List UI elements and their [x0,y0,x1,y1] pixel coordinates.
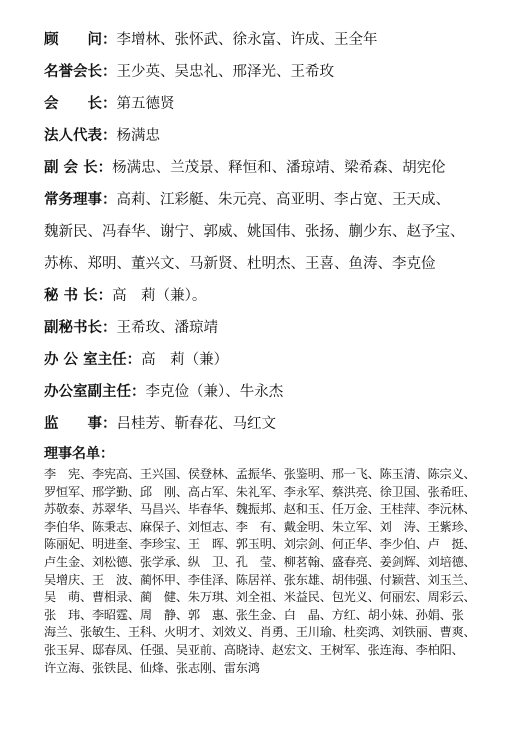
officer-role-label: 名誉会长： [44,64,117,80]
roster-title: 理事名单： [44,446,114,462]
officer-names: 高 莉（兼）。 [112,288,207,304]
officer-role-label: 秘 书 长： [44,288,113,304]
officer-row [44,222,514,242]
officer-names: 李克俭（兼）、牛永杰 [145,384,284,400]
roster-line: 吴 萌、曹相录、蔺 健、朱万琪、刘全祖、米益民、包光义、何丽宏、周彩云、 [44,590,476,605]
officer-names: 吕桂芳、靳春花、马红文 [116,416,276,432]
officer-role-label: 法人代表： [44,128,117,144]
roster-line: 苏敬泰、苏翠华、马昌兴、毕春华、魏振邦、赵和玉、任万金、王桂萍、李沅林、 [44,502,476,517]
officer-names: 杨满忠 [116,128,160,144]
officer-names: 高 莉（兼） [141,352,229,368]
row-gap [44,82,514,94]
row-gap [44,114,514,126]
row-gap [44,370,514,382]
row-gap [44,50,514,62]
officer-role-label: 顾 问： [44,32,117,48]
officer-role-label: 办公室副主任： [44,384,146,400]
officer-row [44,318,514,338]
officer-role-label: 副秘书长： [44,320,117,336]
officer-row [44,286,514,306]
officer-list [44,30,514,434]
officer-row [44,414,514,434]
row-gap [44,402,514,414]
roster-line: 李 宪、李宪高、王兴国、侯登林、孟振华、张鉴明、邢一飞、陈玉清、陈宗义、 [44,467,476,481]
roster-line: 卢生金、刘松德、张学承、纵 卫、孔 莹、柳茗翰、盛春亮、姜剑辉、刘培德、 [44,554,476,569]
document-body [44,30,514,677]
officer-row [44,254,514,274]
row-gap [44,178,514,190]
officer-names: 杨满忠、兰茂景、释恒和、潘琼靖、梁希森、胡宪伦 [112,160,446,176]
roster-line: 海兰、张敏生、王科、火明才、刘效义、肖勇、王川瑜、杜奕鸿、刘铁丽、曹爽、 [44,625,476,640]
officer-names: 王少英、吴忠礼、邢泽光、王希玫 [116,64,334,80]
row-gap [44,338,514,350]
row-gap [44,210,514,222]
roster-line: 罗恒军、邢学勤、邱 刚、高占军、朱礼军、李永军、蔡洪亮、徐卫国、张希旺、 [44,484,476,499]
officer-names: 王希玫、潘琼靖 [116,320,218,336]
roster-line: 李伯华、陈秉志、麻保子、刘恒志、李 有、戴金明、朱立军、刘 涛、王紫珍、 [44,519,476,534]
officer-row [44,350,514,370]
roster-line: 吴增庆、王 波、蔺怀甲、李佳泽、陈居祥、张东雄、胡伟强、付颖营、刘玉兰、 [44,572,476,587]
officer-row [44,382,514,402]
officer-names: 魏新民、冯春华、谢宁、郭威、姚国伟、张扬、蒯少东、赵予宝、 [44,224,465,240]
roster-line: 张 玮、李昭霆、周 静、郭 惠、张生金、白 晶、方红、胡小妹、孙娟、张 [44,607,464,622]
roster-line: 张玉昇、邸春凤、任强、吴亚前、高晓诗、赵宏文、王树军、张连海、李柏阳、 [44,642,464,657]
roster-list [44,466,514,677]
officer-names: 苏栋、郑明、董兴文、马新贤、杜明杰、王喜、鱼涛、李克俭 [44,256,436,272]
roster-line: 许立海、张铁昆、仙烽、张志刚、雷东鸿 [44,660,260,675]
officer-role-label: 监 事： [44,416,117,432]
officer-names: 李增林、张怀武、徐永富、许成、王全年 [116,32,378,48]
row-gap [44,146,514,158]
officer-row [44,94,514,114]
officer-role-label: 副 会 长： [44,160,113,176]
row-gap [44,306,514,318]
row-gap [44,274,514,286]
officer-role-label: 常务理事： [44,192,117,208]
roster-line: 陈丽妃、明进奎、李珍宝、王 晖、郭玉明、刘宗剑、何正华、李少伯、卢 挺、 [44,537,476,552]
officer-row [44,30,514,50]
row-gap [44,242,514,254]
officer-role-label: 会 长： [44,96,117,112]
officer-names: 高莉、江彩艇、朱元亮、高亚明、李占宽、王天成、 [116,192,450,208]
officer-row [44,126,514,146]
officer-row [44,62,514,82]
officer-row [44,158,514,178]
officer-names: 第五德贤 [116,96,175,112]
officer-row [44,190,514,210]
officer-role-label: 办 公 室主任： [44,352,142,368]
